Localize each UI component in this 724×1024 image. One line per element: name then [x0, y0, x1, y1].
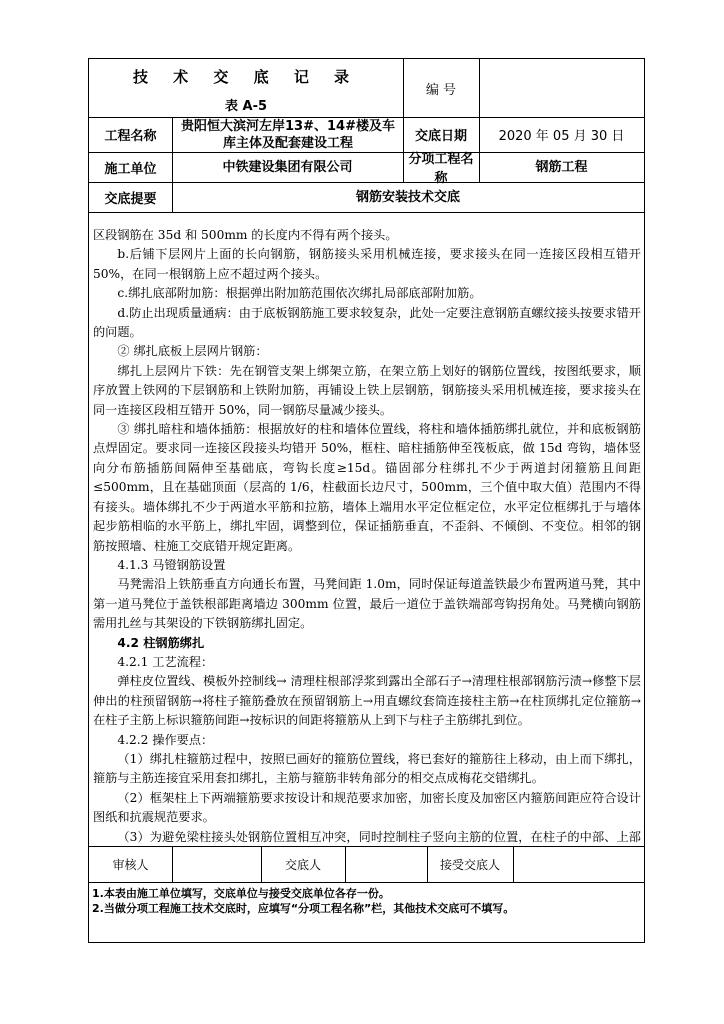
body-paragraph: b.后铺下层网片上面的长向钢筋，钢筋接头采用机械连接，要求接头在同一连接区段相互错开 50%，在同一根钢筋上应不超过两个接头。 [93, 247, 641, 281]
body-paragraph: 绑扎上层网片下铁：先在钢管支架上绑架立筋，在架立筋上划好的钢筋位置线，按图纸要求，顺序放置上铁网的下层钢筋和上铁附加筋，再铺设上铁上层钢筋，钢筋接头采用机械连接，要求接头在同一连接区段相互错开 50%，同一钢筋尽量减少接头。 [93, 363, 641, 417]
unit-value: 中铁建设集团有限公司 [222, 159, 353, 175]
section-title: 4.1.3 马镫钢筋设置 [117, 557, 226, 572]
section-title: 4.2.2 操作要点： [117, 732, 214, 747]
code-value [479, 59, 644, 117]
body-paragraph: （2）框架柱上下两端箍筋要求按设计和规范要求加密，加密长度及加密区内箍筋间距应符合设计图纸和抗震规范要求。 [93, 790, 641, 825]
body-paragraph: d.防止出现质量通病：由于底板钢筋施工要求较复杂，此处一定要注意钢筋直螺纹接头按要求错开的问题。 [93, 305, 641, 340]
reviewer-label: 审核人 [112, 857, 149, 872]
code-label: 编 号 [425, 82, 457, 98]
body-paragraph: （1）绑扎柱箍筋过程中，按照已画好的箍筋位置线，将已套好的箍筋往上移动，由上而下绑扎，箍筋与主筋连接宜采用套扣绑扎，主筋与箍筋非转角部分的相交点成梅花交错绑扎。 [93, 751, 641, 786]
summary-value: 钢筋安装技术交底 [355, 189, 460, 205]
body-paragraph: 弹柱皮位置线、模板外控制线→ 清理柱根部浮浆到露出全部石子→清理柱根部钢筋污渍→修整下层伸出的柱预留钢筋→将柱子箍筋叠放在预留钢筋上→用直螺纹套筒连接柱主筋→在柱顶绑扎定位箍筋→在柱子主筋上标识箍筋间距→按标识的间距将箍筋从上到下与柱子主筋绑扎到位。 [93, 674, 641, 728]
disclosure-content [93, 226, 641, 846]
rule [89, 212, 644, 213]
rule [89, 882, 644, 883]
rule [345, 846, 346, 882]
body-paragraph: （3）为避免梁柱接头处钢筋位置相互冲突，同时控制柱子竖向主筋的位置，在柱子的中部、上部 [117, 829, 641, 844]
note-line: 1.本表由施工单位填写，交底单位与接受交底单位各存一份。 [92, 887, 390, 900]
section-heading: 4.2 柱钢筋绑扎 [117, 635, 205, 650]
date-label: 交底日期 [414, 129, 467, 144]
date-value: 2020 年 05 月 30 日 [498, 129, 625, 144]
body-paragraph: 区段钢筋在 35d 和 500mm 的长度内不得有两个接头。 [93, 228, 398, 242]
rule [513, 846, 514, 882]
receiver-label: 接受交底人 [439, 857, 500, 872]
body-paragraph: 马凳需沿上铁筋垂直方向通长布置，马凳间距 1.0m，同时保证每道盖铁最少布置两道马凳，其中第一道马凳位于盖铁根部距离墙边 300mm 位置，最后一道位于盖铁端部弯钩拐角处。马凳横向钢筋需用扎丝与其架设的下铁钢筋绑扎固定。 [93, 577, 641, 631]
section-title: 4.2.1 工艺流程： [117, 654, 214, 669]
form-notes [92, 886, 642, 916]
disclosure-form [88, 58, 645, 943]
body-paragraph: ② 绑扎底板上层网片钢筋： [117, 344, 268, 359]
form-title: 技 术 交 底 记 录 [132, 67, 360, 86]
body-paragraph: ③ 绑扎暗柱和墙体插筋：根据放好的柱和墙体位置线，将柱和墙体插筋绑扎就位，并和底板钢筋点焊固定。要求同一连接区段接头均错开 50%，框柱、暗柱插筋伸至筏板底，做 15d 弯钩，墙体竖向分布筋插筋间隔伸至基础底，弯钩长度≥15d。锚固部分柱绑扎不少于两道封闭箍筋且间距≤500mm，且在基础顶面（层高的 1/6，柱截面长边尺寸，500mm，三个值中取大值）范围内不得有接头。墙体绑扎不少于两道水平筋和拉筋，墙体上端用水平定位框定位，水平定位框绑扎于与墙体起步筋相临的水平筋上，绑扎牢固，调整到位，保证插筋垂直，不歪斜、不倾倒、不变位。相邻的钢筋按照墙、柱施工交底错开规定距离。 [93, 422, 641, 553]
project-label: 工程名称 [104, 129, 157, 144]
summary-label: 交底提要 [104, 191, 157, 207]
sub-project-value: 钢筋工程 [535, 159, 588, 175]
body-paragraph: c.绑扎底部附加筋：根据弹出附加筋范围依次绑扎局部底部附加筋。 [117, 286, 482, 301]
unit-label: 施工单位 [104, 161, 157, 177]
form-number: 表 A-5 [224, 98, 268, 114]
project-value: 贵阳恒大滨河左岸13#、14#楼及车库主体及配套建设工程 [181, 118, 395, 151]
note-line: 2.当做分项工程施工技术交底时，应填写“分项工程名称”栏，其他技术交底可不填写。 [92, 902, 515, 915]
sub-project-label: 分项工程名称 [408, 152, 474, 186]
discloser-label: 交底人 [284, 857, 321, 872]
rule [172, 846, 173, 882]
